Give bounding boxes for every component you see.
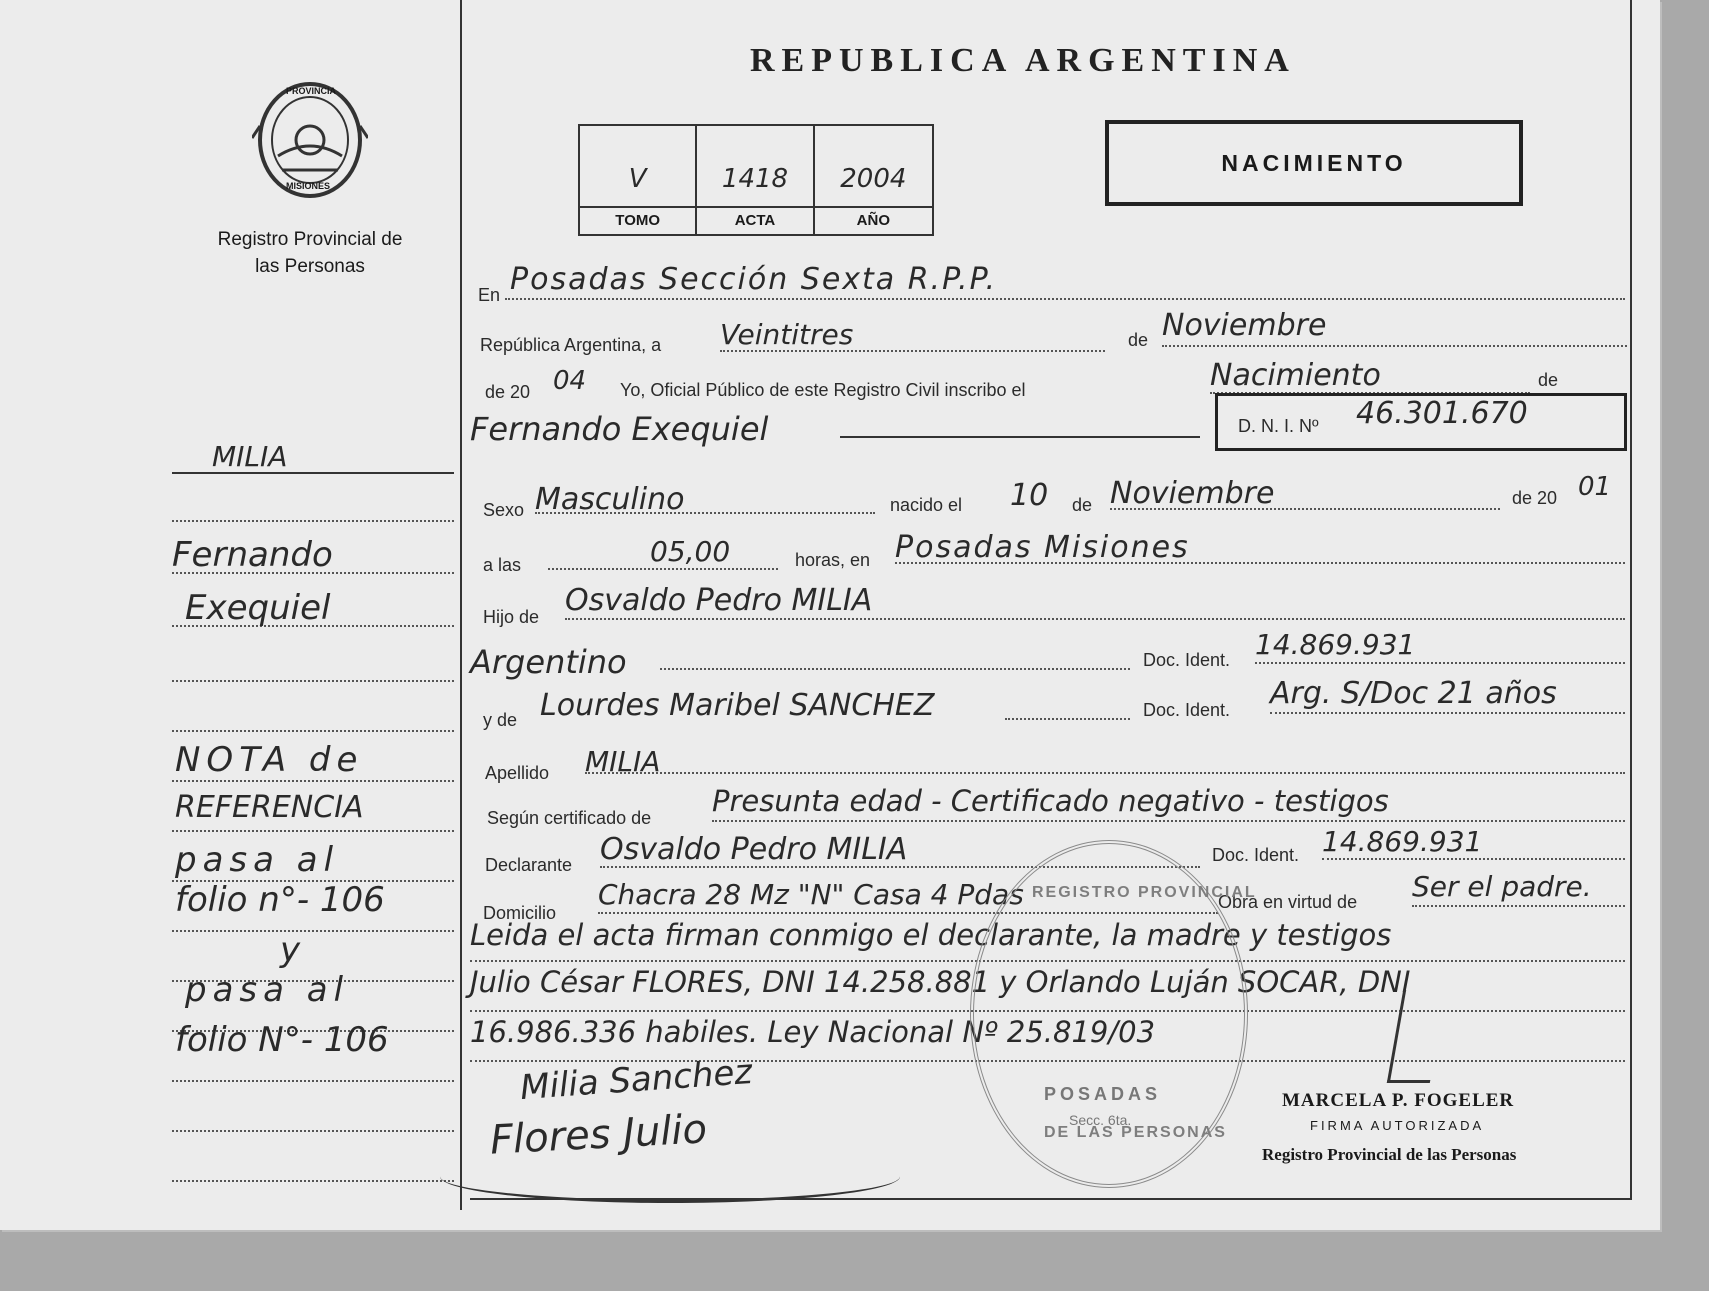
tomo-label: TOMO (580, 206, 695, 229)
margin-note-2: REFERENCIA (175, 790, 364, 825)
margin-name-1: Fernando (172, 535, 333, 575)
record-type-box: NACIMIENTO (1105, 120, 1523, 206)
label-de-20: de 20 (485, 382, 531, 402)
margin-note-1: NOTA de (175, 740, 364, 780)
anio-label: AÑO (815, 206, 932, 229)
tomo-cell (580, 126, 697, 234)
certificate-value: Presunta edad - Certificado negativo - testigos (712, 784, 1389, 818)
label-domicilio: Domicilio (483, 903, 557, 923)
closing-text-2: Julio César FLORES, DNI 14.258.881 y Orlando Luján SOCAR, DNI (470, 965, 1411, 999)
closing-text-1: Leida el acta firman conmigo el declarante, la madre y testigos (470, 918, 1392, 952)
margin-note-5: y (280, 930, 301, 970)
field-line (1412, 905, 1625, 907)
year-suffix-value: 04 (553, 366, 587, 396)
margin-note-4: folio n°- 106 (175, 880, 385, 920)
field-line (565, 618, 1625, 620)
label-doc-1: Doc. Ident. (1143, 650, 1231, 670)
field-line (720, 350, 1105, 352)
right-rule (1630, 0, 1632, 1200)
acta-value: 1418 (721, 164, 789, 194)
month-text-value: Noviembre (1162, 308, 1327, 343)
authorized-name: MARCELA P. FOGELER (1282, 1090, 1515, 1111)
tomo-value: V (628, 164, 647, 194)
label-obra: Obra en virtud de (1218, 892, 1358, 912)
field-line (1110, 508, 1500, 510)
margin-line (172, 680, 454, 682)
field-line (505, 298, 1625, 300)
field-line (1322, 858, 1625, 860)
field-line (840, 436, 1200, 438)
margin-surname: MILIA (212, 440, 288, 473)
signature-flourish (440, 1150, 900, 1203)
birth-day-value: 10 (1010, 478, 1049, 513)
place-value: Posadas Sección Sexta R.P.P. (510, 262, 998, 297)
acta-label: ACTA (697, 206, 812, 229)
label-nacido: nacido el (890, 495, 963, 515)
provincial-seal (252, 78, 368, 202)
label-hijo: Hijo de (483, 607, 540, 627)
mother-value: Lourdes Maribel SANCHEZ (540, 688, 935, 723)
margin-line (172, 780, 454, 782)
inscribo-value: Nacimiento (1210, 358, 1381, 393)
birth-month-value: Noviembre (1110, 476, 1275, 511)
signature-mother: Milia Sanchez (518, 1051, 754, 1109)
dni-value: 46.301.670 (1356, 396, 1528, 431)
birth-year-value: 01 (1578, 472, 1612, 502)
margin-name-2: Exequiel (185, 588, 331, 628)
label-de-2: de (1538, 370, 1559, 390)
field-line (535, 512, 875, 514)
field-line (548, 568, 778, 570)
margin-line (172, 730, 454, 732)
dni-box (1215, 393, 1627, 451)
authorized-signature-mark (1387, 990, 1446, 1083)
label-a-las: a las (483, 555, 522, 575)
margin-note-7: folio N°- 106 (175, 1020, 389, 1060)
authorized-office: Registro Provincial de las Personas (1262, 1145, 1517, 1164)
capacity-value: Ser el padre. (1412, 870, 1592, 903)
anio-cell (815, 126, 932, 234)
stamp-ring-2: DE LAS PERSONAS (1044, 1124, 1227, 1141)
margin-line (172, 1080, 454, 1082)
margin-line (172, 1180, 454, 1182)
registry-table (578, 124, 934, 236)
seal-bottom-text: MISIONES (286, 181, 331, 191)
field-line (895, 562, 1625, 564)
declarant-doc-value: 14.869.931 (1322, 825, 1483, 858)
label-yo: Yo, Oficial Público de este Registro Civil inscribo el (620, 380, 1026, 400)
margin-note-6: pasa al (185, 970, 350, 1010)
day-text-value: Veintitres (720, 318, 854, 351)
margin-line (172, 930, 454, 932)
label-de-20b: de 20 (1512, 488, 1558, 508)
acta-cell (697, 126, 814, 234)
bottom-rule (470, 1198, 1630, 1200)
field-line (585, 772, 1625, 774)
stamp-section: Secc. 6ta. (1069, 1112, 1132, 1128)
field-line (1270, 712, 1625, 714)
closing-text-3: 16.986.336 habiles. Ley Nacional Nº 25.819/03 (470, 1015, 1156, 1049)
field-line (1162, 345, 1627, 347)
given-names-value: Fernando Exequiel (470, 410, 769, 448)
label-sexo: Sexo (483, 500, 525, 520)
address-value: Chacra 28 Mz "N" Casa 4 Pdas (598, 878, 1024, 911)
label-horas: horas, en (795, 550, 871, 570)
seal-top-text: PROVINCIA (286, 86, 337, 96)
father-nationality-value: Argentino (470, 643, 627, 681)
field-line (660, 668, 1130, 670)
label-dni: D. N. I. Nº (1238, 416, 1319, 436)
label-apellido: Apellido (485, 763, 550, 783)
declarant-value: Osvaldo Pedro MILIA (600, 832, 908, 867)
margin-line (172, 520, 454, 522)
stamp-city: POSADAS (1044, 1084, 1162, 1104)
office-name: Registro Provincial de las Personas (217, 229, 403, 277)
country-heading: REPUBLICA ARGENTINA (750, 42, 1296, 79)
label-doc-2: Doc. Ident. (1143, 700, 1231, 720)
father-doc-value: 14.869.931 (1255, 628, 1416, 661)
margin-note-3: pasa al (175, 840, 340, 880)
label-de-1: de (1128, 330, 1149, 350)
label-de-3: de (1072, 495, 1093, 515)
authorized-role: FIRMA AUTORIZADA (1310, 1118, 1485, 1133)
margin-line (172, 1130, 454, 1132)
label-y-de: y de (483, 710, 518, 730)
field-line (712, 820, 1625, 822)
birth-time-value: 05,00 (650, 535, 731, 568)
label-doc-3: Doc. Ident. (1212, 845, 1300, 865)
stamp-ring-1: REGISTRO PROVINCIAL (1032, 884, 1257, 901)
column-divider (460, 0, 462, 1210)
signature-witness: Flores Julio (488, 1106, 709, 1164)
mother-doc-value: Arg. S/Doc 21 años (1270, 676, 1557, 711)
margin-line (172, 830, 454, 832)
father-value: Osvaldo Pedro MILIA (565, 583, 873, 618)
label-declarante: Declarante (485, 855, 573, 875)
field-line (1005, 718, 1130, 720)
birth-place-value: Posadas Misiones (895, 530, 1190, 565)
sex-value: Masculino (535, 482, 685, 517)
label-segun: Según certificado de (487, 808, 652, 828)
field-line (1255, 662, 1625, 664)
anio-value: 2004 (840, 164, 907, 194)
label-republica: República Argentina, a (480, 335, 662, 355)
surname-value: MILIA (585, 745, 661, 778)
label-en: En (478, 285, 501, 305)
